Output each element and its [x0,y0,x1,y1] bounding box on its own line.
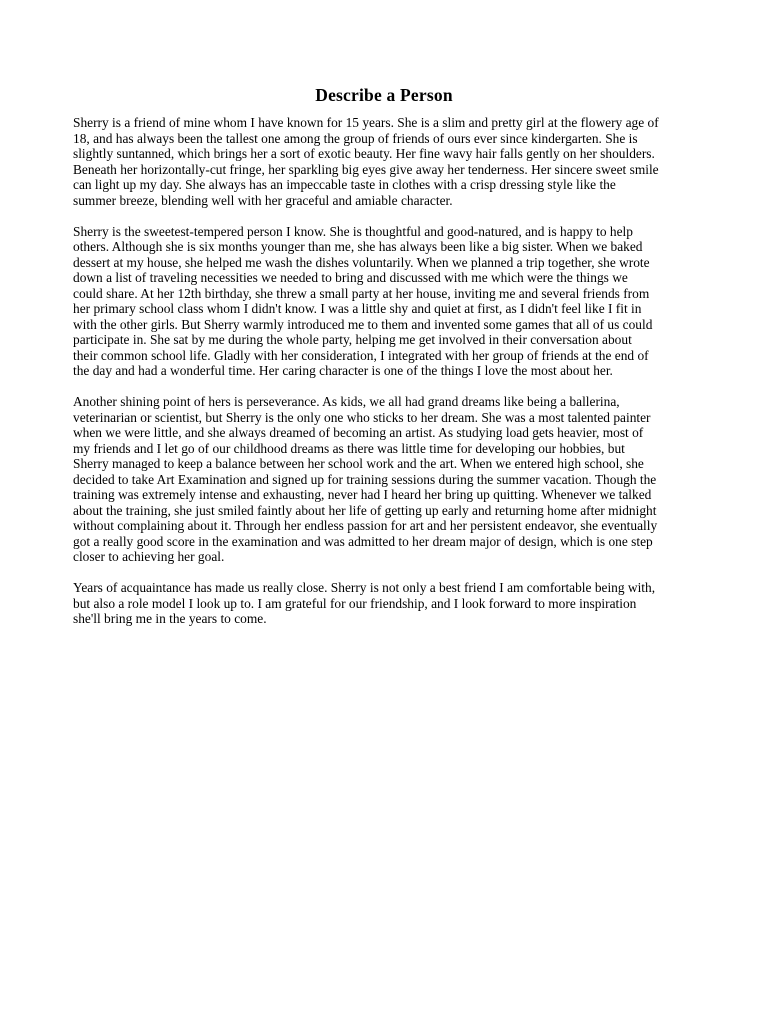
document-body [73,115,699,642]
text-line: could share. At her 12th birthday, she threw a small party at her house, inviting me and several friends from [73,285,650,301]
paragraph-4 [73,580,699,627]
text-line: the day and had a wonderful time. Her caring character is one of the things I love the most about her. [73,363,613,378]
text-line: others. Although she is six months younger than me, she has always been like a big sister. When we baked [73,239,643,254]
text-line: can light up my day. She always has an impeccable taste in clothes with a crisp dressing style like the [73,177,616,192]
paragraph-1 [73,115,699,208]
text-line: slightly suntanned, which brings her a sort of exotic beauty. Her fine wavy hair falls gently on her shoulders. [73,146,655,161]
text-line: she'll bring me in the years to come. [73,611,267,626]
text-line: my friends and I let go of our childhood dreams as there was little time for developing our hobbies, but [73,440,625,456]
paragraph-3 [73,394,699,565]
text-line: with the other girls. But Sherry warmly introduced me to them and invented some games that all of us could [73,316,653,332]
text-line: but also a role model I look up to. I am grateful for our friendship, and I look forward to more inspiration [73,595,637,611]
text-line: 18, and has always been the tallest one among the group of friends of ours ever since kindergarten. She is [73,130,638,146]
text-line: down a list of traveling necessities we needed to bring and discussed with me which were the things we [73,270,628,285]
text-line: closer to achieving her goal. [73,549,225,564]
text-line: participate in. She sat by me during the whole party, helping me get involved in their conversation about [73,332,632,347]
text-line: training was extremely intense and exhausting, never had I heard her bring up quitting. Whenever we talked [73,487,652,502]
text-line: Sherry is the sweetest-tempered person I know. She is thoughtful and good-natured, and is happy to help [73,223,633,239]
text-line: Beneath her horizontally-cut fringe, her sparkling big eyes give away her tenderness. Her sincere sweet smile [73,161,659,177]
text-line: Sherry managed to keep a balance between her school work and the art. When we entered high school, she [73,456,644,471]
paragraph-2 [73,224,699,379]
text-line: Years of acquaintance has made us really close. Sherry is not only a best friend I am comfortable being with, [73,580,656,595]
text-line: her primary school class whom I didn't know. I was a little shy and quiet at first, as I didn't feel like I fit in [73,301,642,316]
text-line: their common school life. Gladly with her consideration, I integrated with her group of friends at the end of [73,347,649,363]
text-line: without complaining about it. Through her endless passion for art and her persistent endeavor, she eventually [73,518,658,533]
text-line: about the training, she just smiled faintly about her life of getting up early and returning home after midnight [73,502,657,518]
text-line: when we were little, and she always dreamed of becoming an artist. As studying load gets heavier, most of [73,425,644,440]
text-line: veterinarian or scientist, but Sherry is the only one who sticks to her dream. She was a most talented painter [73,409,651,425]
text-line: got a really good score in the examination and was admitted to her dream major of design, which is one step [73,533,653,549]
document-title: Describe a Person [315,85,453,105]
text-line: dessert at my house, she helped me wash the dishes voluntarily. When we planned a trip together, she wrote [73,254,650,270]
text-line: decided to take Art Examination and signed up for training sessions during the summer vacation. Though the [73,471,657,487]
text-line: Another shining point of hers is perseverance. As kids, we all had grand dreams like being a ballerina, [73,394,620,409]
text-line: summer breeze, blending well with her graceful and amiable character. [73,192,453,208]
text-line: Sherry is a friend of mine whom I have known for 15 years. She is a slim and pretty girl at the flowery age of [73,115,659,130]
